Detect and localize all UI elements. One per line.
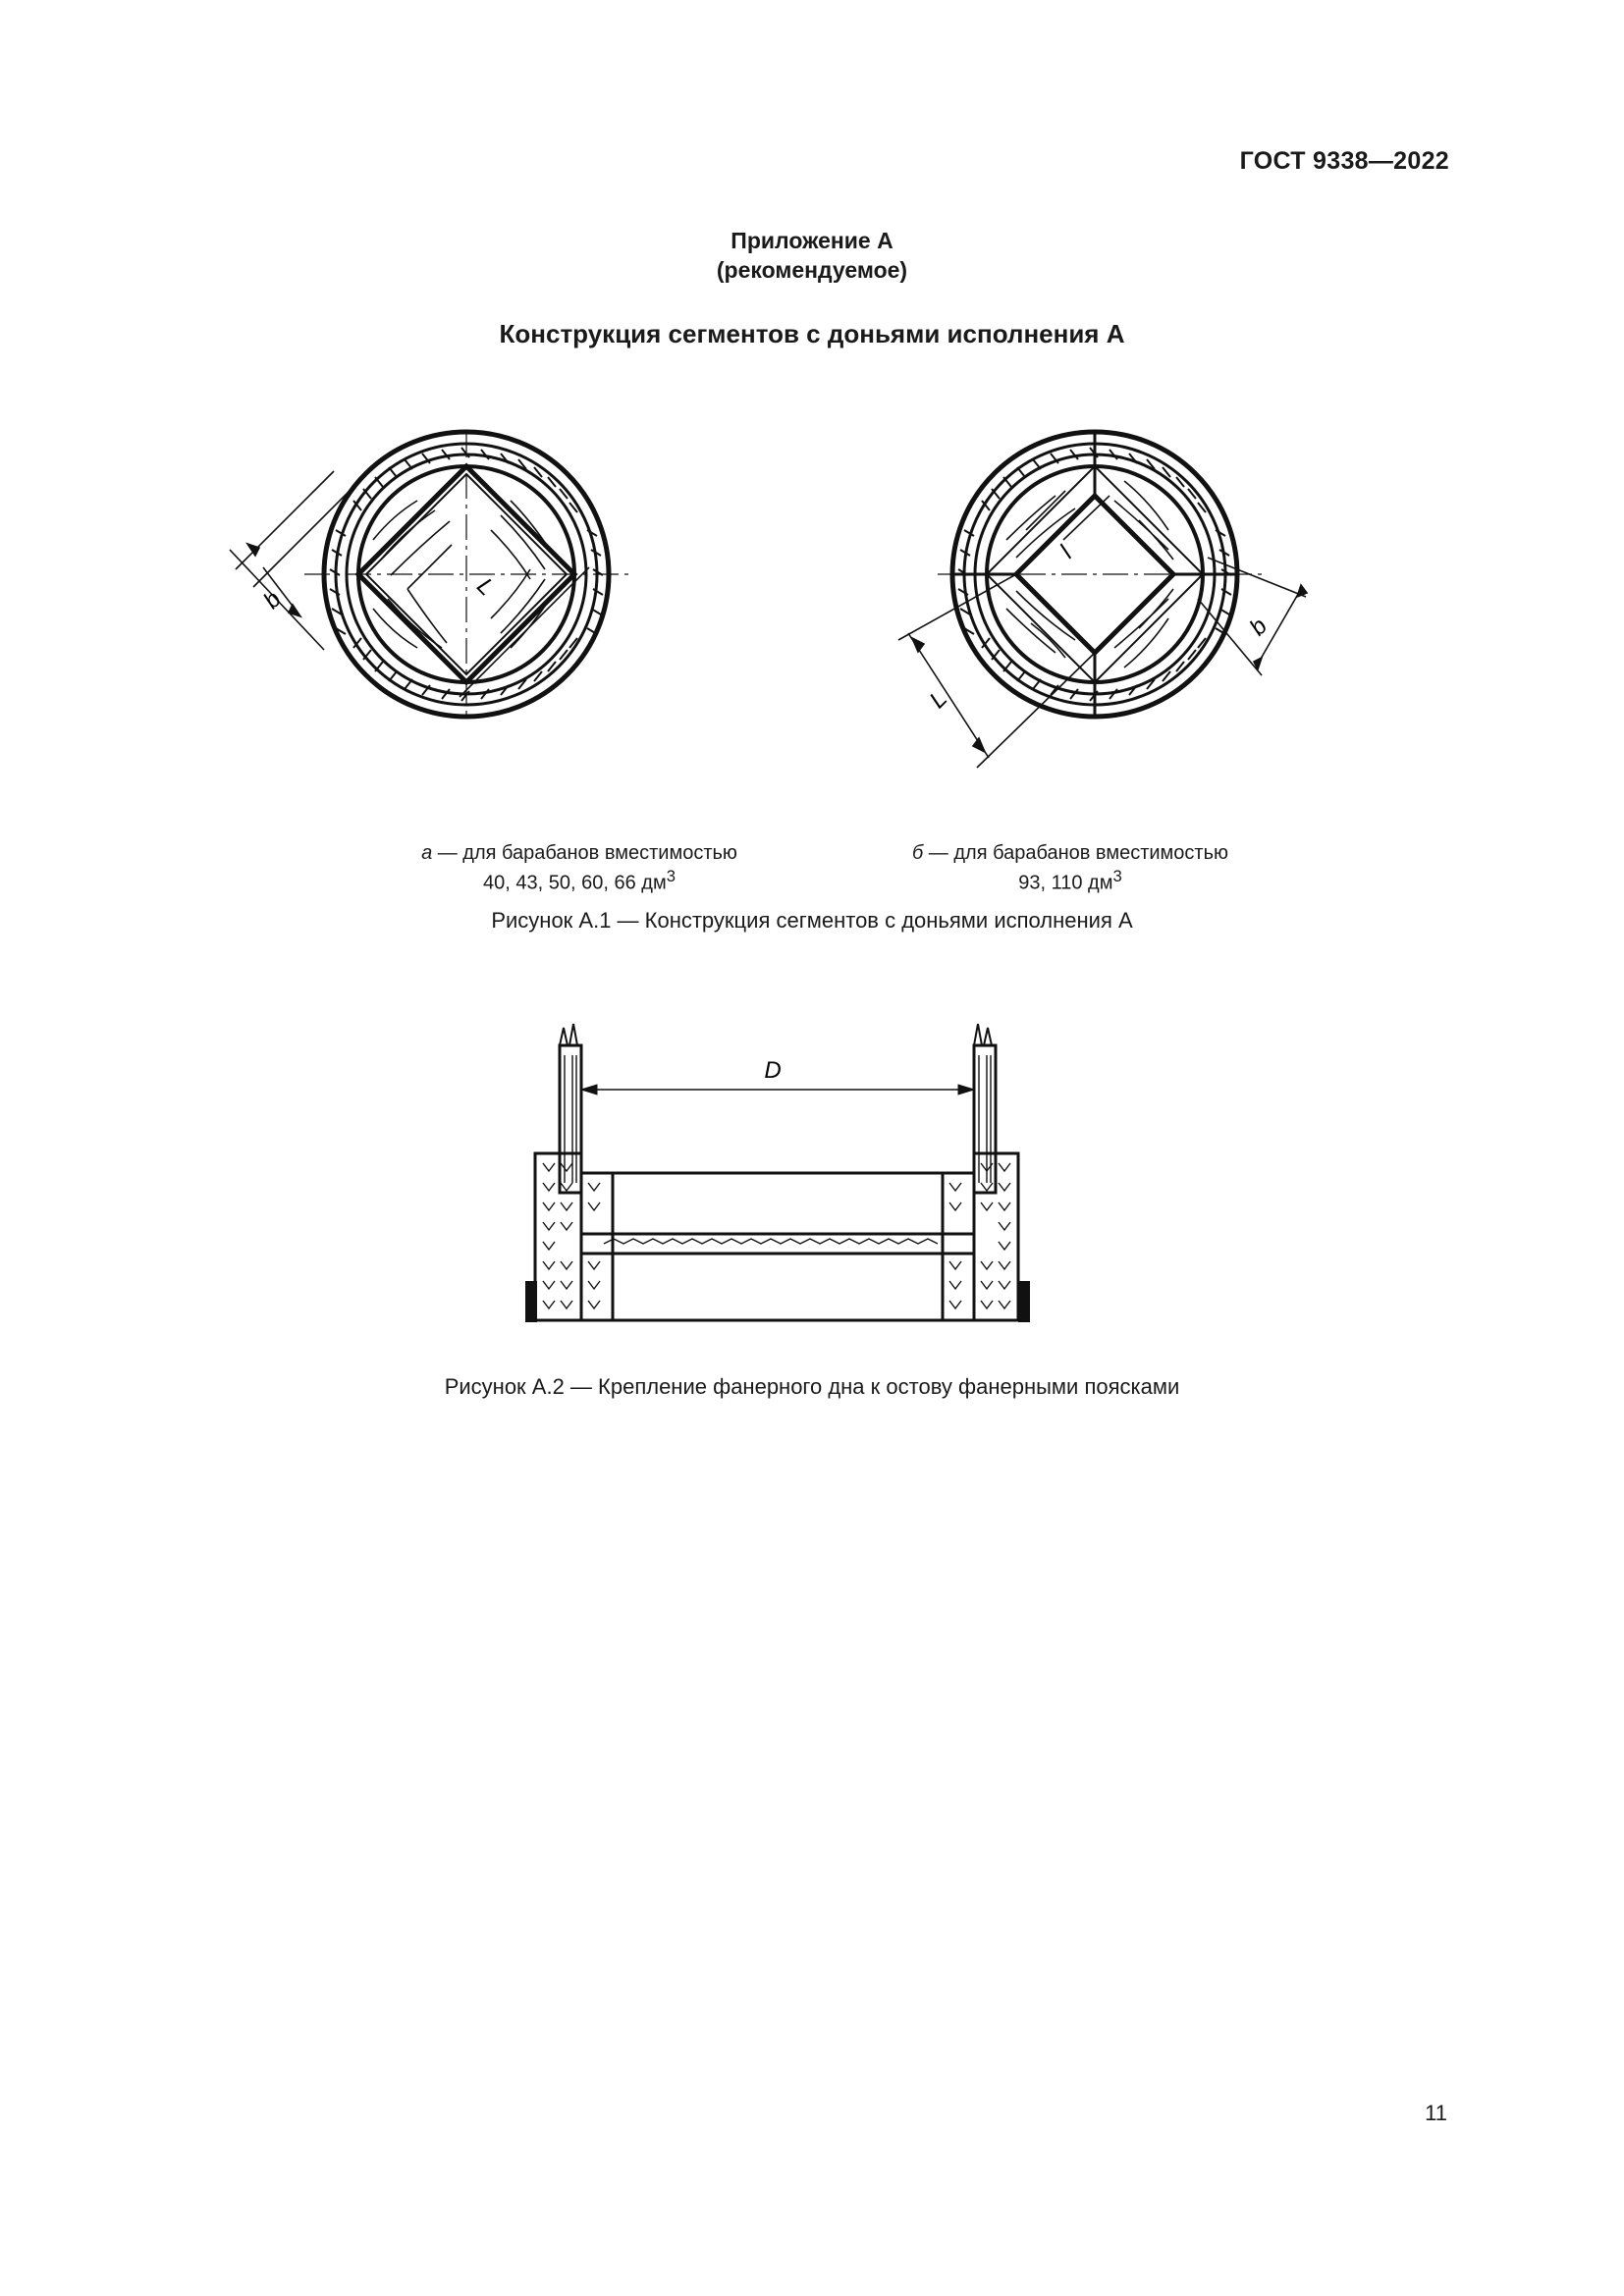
dimension-label-l-b: l <box>1055 541 1078 564</box>
dimension-label-b-a: b <box>258 586 287 614</box>
dimension-label-L-b: L <box>924 685 953 714</box>
dimension-label-D: D <box>764 1057 782 1084</box>
appendix-status: (рекомендуемое) <box>716 257 908 283</box>
figure-a1-caption: Рисунок А.1 — Конструкция сегментов с доньями исполнения А <box>491 908 1133 933</box>
subcaption-a <box>324 841 835 895</box>
subcaption-a-line2: 40, 43, 50, 60, 66 дм <box>483 872 667 894</box>
appendix-title: Приложение А <box>731 228 893 253</box>
page-number: 11 <box>1425 2101 1447 2125</box>
subcaption-a-sup: 3 <box>666 867 676 885</box>
figure-a2-drawing <box>515 1016 1036 1340</box>
subcaption-b <box>815 841 1326 895</box>
dimension-label-L-a: L <box>471 572 500 602</box>
subcaption-b-sup: 3 <box>1112 867 1122 885</box>
standard-code: ГОСТ 9338—2022 <box>1239 147 1449 175</box>
subcaption-b-line2: 93, 110 дм <box>1018 872 1113 894</box>
subcaption-a-letter: а <box>421 842 433 864</box>
figure-a2-caption: Рисунок А.2 — Крепление фанерного дна к остову фанерными поясками <box>444 1374 1180 1399</box>
dimension-label-b-b: b <box>1244 613 1273 641</box>
subcaption-b-line1: — для барабанов вместимостью <box>923 842 1228 864</box>
subcaption-b-letter: б <box>912 842 924 864</box>
subcaption-a-line1: — для барабанов вместимостью <box>432 842 737 864</box>
figure-a1-a-drawing <box>216 412 648 746</box>
section-title: Конструкция сегментов с доньями исполнения А <box>499 319 1125 348</box>
figure-a1-b-drawing <box>869 412 1340 785</box>
